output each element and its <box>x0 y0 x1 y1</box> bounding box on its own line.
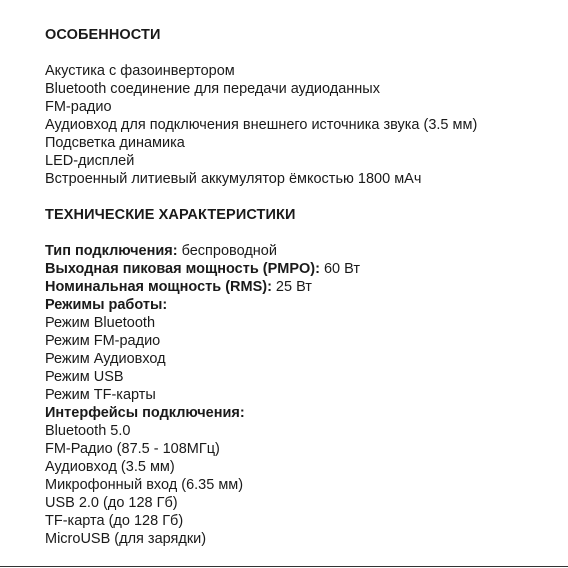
spec-value: 25 Вт <box>271 279 312 295</box>
interface-item: Аудиовход (3.5 мм) <box>45 459 175 475</box>
spec-peak-power <box>45 260 560 278</box>
feature-item: LED-дисплей <box>45 153 135 169</box>
mode-item: Режим TF-карты <box>45 387 156 403</box>
feature-item: Встроенный литиевый аккумулятор ёмкостью 1800 мАч <box>45 171 422 187</box>
spec-label: Выходная пиковая мощность (PMPO): <box>45 261 320 277</box>
feature-item: FM-радио <box>45 99 112 115</box>
feature-item: Аудиовход для подключения внешнего источника звука (3.5 мм) <box>45 117 478 133</box>
interface-item: USB 2.0 (до 128 Гб) <box>45 495 178 511</box>
interface-item: FM-Радио (87.5 - 108МГц) <box>45 441 220 457</box>
spec-value: беспроводной <box>177 243 277 259</box>
mode-item: Режим Аудиовход <box>45 351 166 367</box>
specs-list <box>45 242 560 548</box>
specs-heading: ТЕХНИЧЕСКИЕ ХАРАКТЕРИСТИКИ <box>45 207 296 223</box>
interface-item: TF-карта (до 128 Гб) <box>45 513 184 529</box>
feature-item: Bluetooth соединение для передачи аудиоданных <box>45 81 380 97</box>
spec-rated-power <box>45 278 560 296</box>
spec-label: Тип подключения: <box>45 243 178 259</box>
spec-label: Номинальная мощность (RMS): <box>45 279 272 295</box>
spec-connection-type <box>45 242 560 260</box>
features-heading: ОСОБЕННОСТИ <box>45 27 161 43</box>
feature-item: Акустика с фазоинвертором <box>45 63 235 79</box>
mode-item: Режим FM-радио <box>45 333 161 349</box>
interface-item: Bluetooth 5.0 <box>45 423 131 439</box>
bottom-divider <box>0 566 568 567</box>
modes-heading: Режимы работы: <box>45 297 168 313</box>
feature-item: Подсветка динамика <box>45 135 185 151</box>
spec-value: 60 Вт <box>319 261 360 277</box>
mode-item: Режим USB <box>45 369 124 385</box>
mode-item: Режим Bluetooth <box>45 315 156 331</box>
spec-content <box>45 26 560 548</box>
interface-item: MicroUSB (для зарядки) <box>45 531 207 547</box>
interface-item: Микрофонный вход (6.35 мм) <box>45 477 244 493</box>
features-list <box>45 62 560 188</box>
interfaces-heading: Интерфейсы подключения: <box>45 405 245 421</box>
